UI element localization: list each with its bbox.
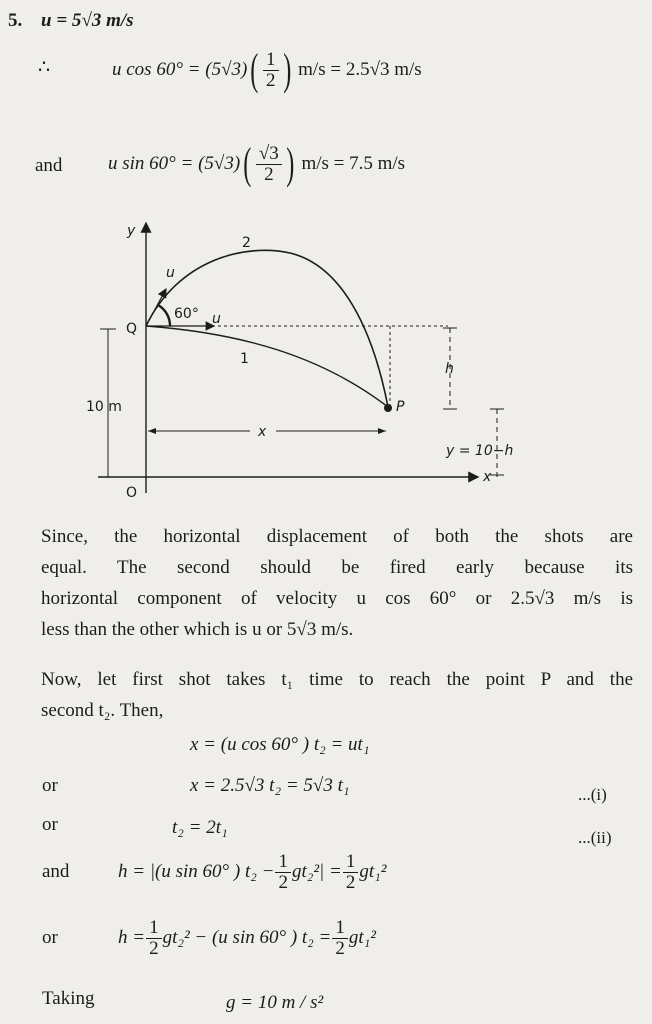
half-num: 1 xyxy=(343,852,359,873)
tag-i: ...(i) xyxy=(578,785,607,804)
time-paragraph xyxy=(41,664,633,726)
usin-frac-num: √3 xyxy=(256,144,282,165)
y-dimension-label: y = 10−h xyxy=(446,443,514,459)
and-label-1: and xyxy=(35,155,63,176)
half-fraction xyxy=(343,852,359,893)
y-axis-label: y xyxy=(127,223,136,239)
angle-arc xyxy=(158,305,170,326)
paragraph-line: horizontal component of velocity u cos 60° or 2.5√3 m/s is xyxy=(41,588,633,609)
ucos-equation: u cos 60° = (5√3) ( $\frac{1}{2}$ ) m/s = 2.5√3 m/s xyxy=(112,45,422,94)
path-2-label: 2 xyxy=(242,235,251,251)
ucos-frac-den: 2 xyxy=(266,69,276,91)
half-num: 1 xyxy=(146,918,162,939)
half-den: 2 xyxy=(345,871,356,893)
eq-x: x = (u cos 60° ) t₂ = ut₁ xyxy=(190,734,370,755)
point-p-dot xyxy=(384,404,392,412)
ucos-lhs: u cos 60° = (5√3) xyxy=(112,59,248,80)
or-label-3: or xyxy=(42,927,58,948)
eq-h2 xyxy=(118,912,376,964)
usin-lhs: u sin 60° = (5√3) xyxy=(108,153,241,174)
or-label-2: or xyxy=(42,814,58,835)
paragraph-line: less than the other which is u or 5√3 m/s. xyxy=(41,619,354,640)
usin-fraction xyxy=(256,144,282,185)
eq-h1-part-b: gt₂²| = xyxy=(291,861,342,882)
half-den: 2 xyxy=(149,937,159,959)
half-den: 2 xyxy=(335,937,345,959)
origin-label: O xyxy=(126,485,138,501)
eq-h1-part-a: h = |(u sin 60° ) t₂ − xyxy=(118,861,275,882)
given-velocity: u = 5√3 m/s xyxy=(41,10,134,31)
x-dimension-label: x xyxy=(258,424,267,440)
eq-h2-part-a: h = xyxy=(118,927,146,948)
taking-label: Taking xyxy=(42,988,95,1009)
eq-i: x = 2.5√3 t₂ = 5√3 t₁ xyxy=(190,775,350,796)
half-den: 2 xyxy=(278,871,288,893)
half-num: 1 xyxy=(332,918,348,939)
tag-ii: ...(ii) xyxy=(578,828,612,847)
velocity-horizontal-label: u xyxy=(212,311,221,327)
x-axis-label: x xyxy=(483,469,492,485)
angle-label: 60° xyxy=(174,306,199,322)
height-label: 10 m xyxy=(86,399,122,415)
half-fraction xyxy=(146,918,162,959)
eq-h1 xyxy=(118,846,386,898)
usin-frac-den: 2 xyxy=(264,163,274,185)
paragraph-line: equal. The second should be fired early because its xyxy=(41,557,633,578)
half-fraction xyxy=(275,852,291,893)
therefore-symbol: ∴ xyxy=(38,57,51,78)
ucos-frac-num: 1 xyxy=(263,50,279,71)
eq-h1-part-c: gt₁² xyxy=(359,861,387,882)
trajectory-1 xyxy=(146,326,388,407)
paragraph-line: Now, let first shot takes t₁ time to reach the point P and the xyxy=(41,669,633,690)
eq-h2-part-c: gt₁² xyxy=(348,927,376,948)
explanation-paragraph xyxy=(41,521,633,645)
half-num: 1 xyxy=(275,852,291,873)
point-p-label: P xyxy=(396,399,405,415)
usin-equation: u sin 60° = (5√3) ( $\frac{√3}{2}$ ) m/s = 7.5 m/s xyxy=(108,139,406,188)
problem-number: 5. xyxy=(8,10,23,31)
point-q-label: Q xyxy=(126,321,138,337)
eq-h2-part-b: gt₂² − (u sin 60° ) t₂ = xyxy=(162,927,332,948)
eq-g: g = 10 m / s² xyxy=(226,992,324,1013)
ucos-fraction xyxy=(263,50,279,91)
problem-header xyxy=(8,10,134,32)
and-label-2: and xyxy=(42,861,70,882)
ucos-rhs: m/s = 2.5√3 m/s xyxy=(298,59,422,80)
paragraph-line: Since, the horizontal displacement of both the shots are xyxy=(41,526,633,547)
projectile-diagram xyxy=(0,205,652,505)
usin-rhs: m/s = 7.5 m/s xyxy=(301,153,406,174)
or-label-1: or xyxy=(42,775,58,796)
velocity-angled-label: u xyxy=(166,265,175,281)
path-1-label: 1 xyxy=(240,351,249,367)
eq-ii: t₂ = 2t₁ xyxy=(172,817,228,838)
half-fraction xyxy=(332,918,348,959)
h-label: h xyxy=(445,361,454,377)
paragraph-line: second t₂. Then, xyxy=(41,700,164,721)
